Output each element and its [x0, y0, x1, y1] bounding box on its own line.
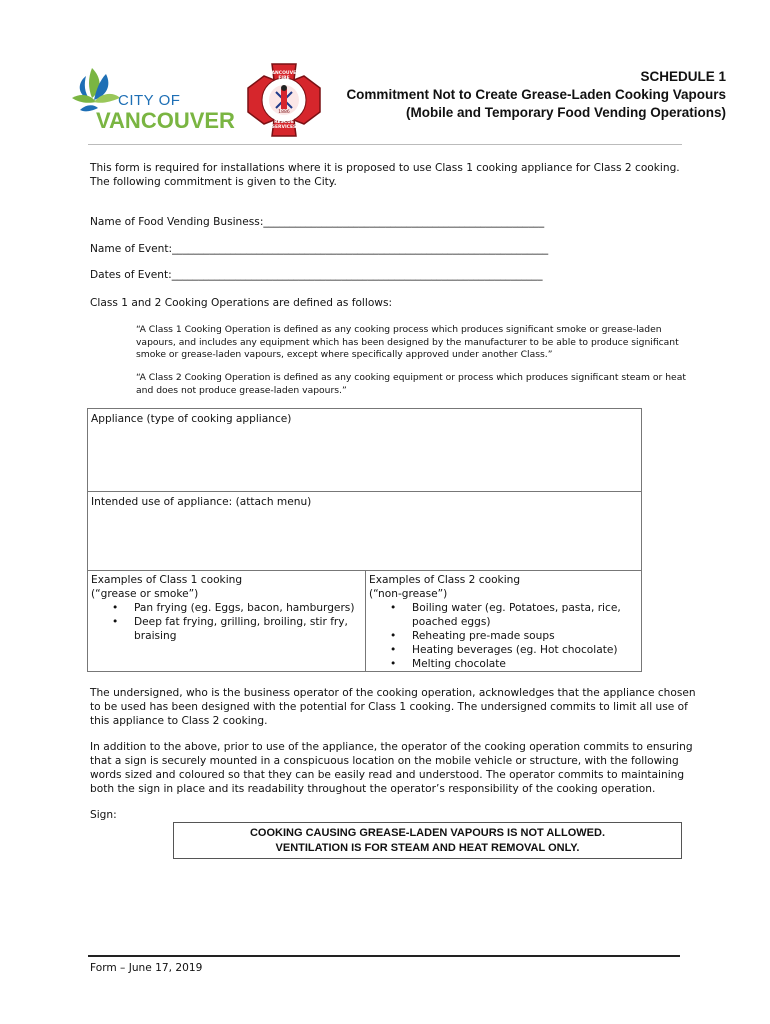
city-logo-line1: CITY OF: [118, 92, 181, 109]
sign-line-2: VENTILATION IS FOR STEAM AND HEAT REMOVAL ONLY.: [275, 842, 580, 854]
class1-examples-title: Examples of Class 1 cooking: [91, 574, 243, 586]
class2-examples-cell: [365, 570, 642, 672]
commitment-line: In addition to the above, prior to use of the appliance, the operator of the cooking operation commits to ensuring: [90, 741, 693, 753]
business-name-field[interactable]: Name of Food Vending Business:_____________________________________________________: [90, 216, 545, 228]
class2-examples-subtitle: (“non-grease”): [369, 588, 448, 600]
header-divider: [88, 144, 682, 145]
fire-logo-year: 1886: [278, 110, 290, 115]
page-subtitle: (Mobile and Temporary Food Vending Operations): [405, 105, 726, 120]
event-dates-field[interactable]: Dates of Event:______________________________________________________________________: [90, 269, 543, 281]
commitment-line: that a sign is securely mounted in a conspicuous location on the mobile vehicle or structure, with the following: [90, 755, 679, 767]
class1-def-line: smoke or grease-laden vapours, except where specifically approved under another Class.”: [136, 349, 553, 360]
class2-def-line: and does not produce grease-laden vapours.”: [136, 384, 347, 396]
page-title: Commitment Not to Create Grease-Laden Cooking Vapours: [346, 87, 726, 102]
intro-line-1: This form is required for installations where it is proposed to use Class 1 cooking appliance for Class 2 cooking.: [90, 162, 680, 174]
class2-definition: [136, 372, 686, 397]
commitment-line: words sized and coloured so that they can be easily read and understood. The operator commits to maintaining: [90, 769, 685, 781]
footer-divider: [88, 955, 680, 957]
commitment-paragraph-2: [90, 740, 693, 796]
title-block: [346, 68, 726, 122]
schedule-label: SCHEDULE 1: [640, 69, 726, 84]
appliance-type-box[interactable]: [87, 408, 642, 492]
sign-label: Sign:: [90, 809, 117, 821]
list-item: • Deep fat frying, grilling, broiling, stir fry, braising: [134, 615, 365, 643]
appliance-type-label: Appliance (type of cooking appliance): [91, 413, 292, 425]
intended-use-label: Intended use of appliance: (attach menu): [91, 496, 312, 508]
intro-text: [90, 161, 680, 189]
class1-definition: [136, 324, 679, 362]
sign-line-1: COOKING CAUSING GREASE-LADEN VAPOURS IS NOT ALLOWED.: [249, 827, 606, 839]
commitment-paragraph-1: [90, 686, 696, 728]
class1-def-line: vapours, and includes any equipment which has been designed by the manufacturer to be able to produce significant: [136, 336, 679, 348]
fire-logo-bottom-text: RESCUE SERVICES: [271, 120, 297, 130]
commitment-line: The undersigned, who is the business operator of the cooking operation, acknowledges that the appliance chosen: [90, 687, 696, 699]
fire-rescue-logo: [246, 62, 322, 138]
intended-use-box[interactable]: [87, 491, 642, 571]
class1-def-line: “A Class 1 Cooking Operation is defined as any cooking process which produces significant smoke or grease-laden: [136, 324, 662, 335]
class2-examples-title: Examples of Class 2 cooking: [369, 574, 521, 586]
list-item: • Heating beverages (eg. Hot chocolate): [412, 643, 641, 657]
commitment-line: both the sign in place and its readability throughout the operator’s responsibility of the cooking operation.: [90, 783, 656, 795]
footer-text: Form – June 17, 2019: [90, 962, 203, 974]
list-item: • Pan frying (eg. Eggs, bacon, hamburgers): [134, 601, 365, 615]
commitment-line: this appliance to Class 2 cooking.: [90, 715, 268, 727]
list-item: • Melting chocolate: [412, 657, 641, 671]
city-logo-line2: VANCOUVER: [96, 108, 235, 133]
class2-def-line: “A Class 2 Cooking Operation is defined as any cooking equipment or process which produces significant steam or heat: [136, 372, 686, 383]
fire-logo-top-text: VANCOUVER FIRE: [268, 71, 300, 81]
commitment-line: to be used has been designed with the potential for Class 1 cooking. The undersigned commits to limit all use of: [90, 701, 688, 713]
list-item: • Boiling water (eg. Potatoes, pasta, rice, poached eggs): [412, 601, 641, 629]
list-item: • Reheating pre-made soups: [412, 629, 641, 643]
definitions-heading: Class 1 and 2 Cooking Operations are defined as follows:: [90, 297, 393, 309]
event-name-field[interactable]: Name of Event:_______________________________________________________________________: [90, 243, 549, 255]
class1-examples-list: [88, 601, 365, 643]
class1-examples-cell: [87, 570, 366, 672]
city-of-vancouver-logo: [72, 68, 242, 134]
class1-examples-subtitle: (“grease or smoke”): [91, 588, 199, 600]
class2-examples-list: [366, 601, 641, 671]
sign-text-box: [173, 822, 682, 859]
intro-line-2: The following commitment is given to the City.: [90, 176, 337, 188]
